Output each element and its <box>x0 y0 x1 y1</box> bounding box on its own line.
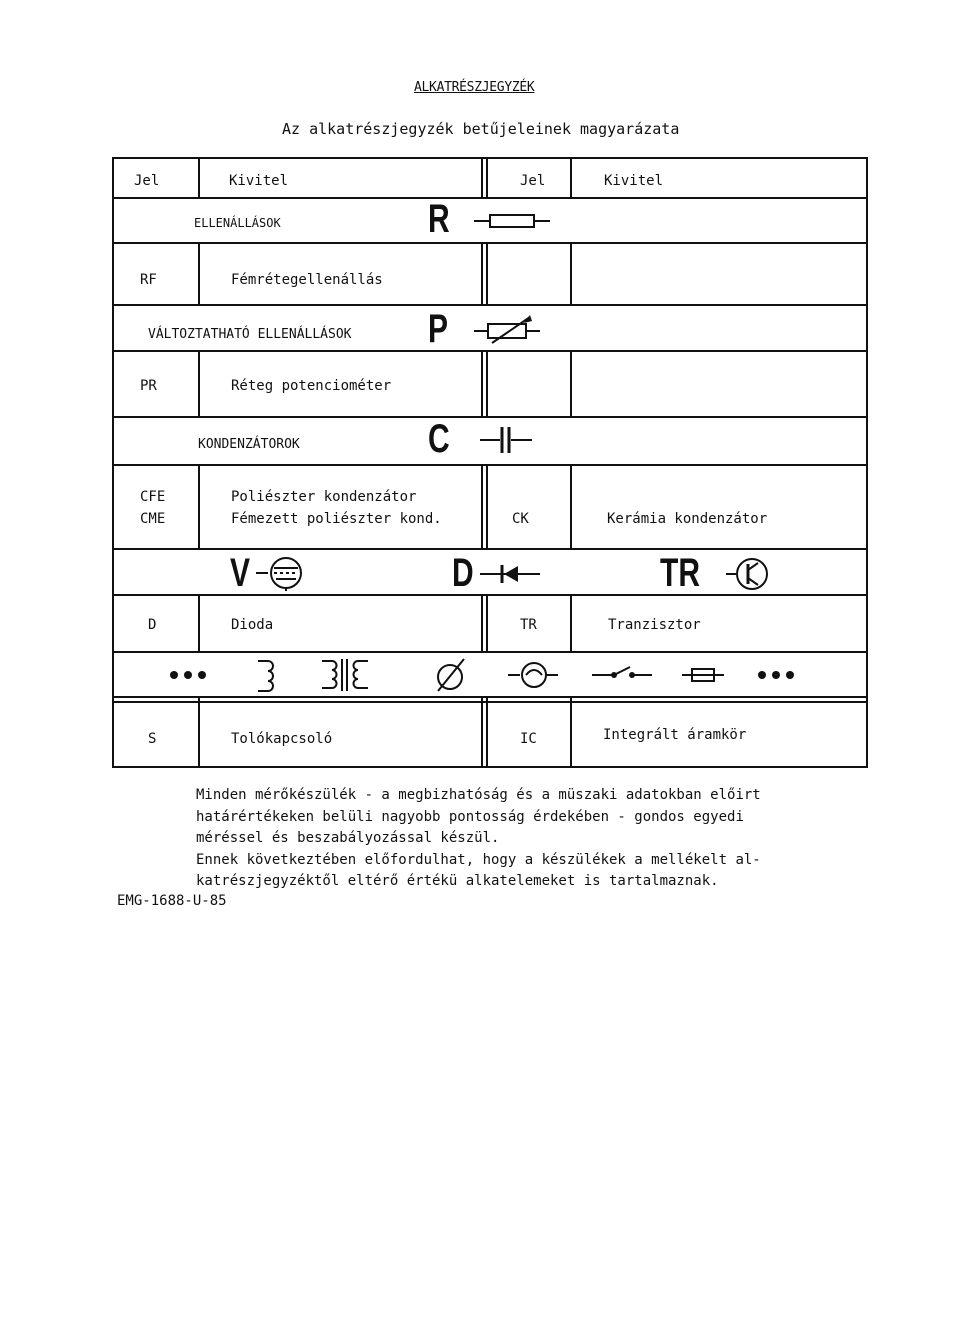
row-ic-jel: IC <box>520 731 537 747</box>
row-pr-kivitel: Réteg potenciométer <box>231 378 392 394</box>
vacuum-tube-symbol-icon <box>252 554 322 592</box>
row-cme-jel: CME <box>140 511 166 527</box>
row-tr-kivitel: Tranzisztor <box>608 617 701 633</box>
section-tube-letter: V <box>230 551 251 595</box>
inductor-symbol-icon <box>258 661 273 691</box>
row-s-jel: S <box>148 731 157 747</box>
notice-line: Ennek következtében előfordulhat, hogy a készülékek a mellékelt al- <box>196 851 761 868</box>
row-s-kivitel: Tolókapcsoló <box>231 731 333 747</box>
section-transistor-letter: TR <box>660 551 700 595</box>
row-ck-kivitel: Kerámia kondenzátor <box>607 511 768 527</box>
row-rf-jel: RF <box>140 272 157 288</box>
notice-paragraph <box>196 785 816 893</box>
row-cfe-jel: CFE <box>140 489 166 505</box>
page-subtitle: Az alkatrészjegyzék betűjeleinek magyarázata <box>282 120 680 138</box>
header-kivitel-right: Kivitel <box>604 173 664 189</box>
notice-line: katrészjegyzéktől eltérő értékü alkatelemeket is tartalmaznak. <box>196 873 719 889</box>
notice-line: Minden mérőkészülék - a megbizhatóság és a müszaki adatokban előirt <box>196 787 761 803</box>
page-title: ALKATRÉSZJEGYZÉK <box>414 80 535 95</box>
row-tr-jel: TR <box>520 617 537 633</box>
misc-symbols-strip <box>164 655 824 695</box>
row-rf-kivitel: Fémrétegellenállás <box>231 272 383 288</box>
header-kivitel: Kivitel <box>229 173 289 189</box>
notice-line: méréssel és beszabályozással készül. <box>196 830 500 846</box>
meter-symbol-icon <box>438 659 464 691</box>
switch-symbol-icon <box>592 667 652 678</box>
potentiometer-symbol-icon <box>472 311 562 345</box>
section-resistors-label: ELLENÁLLÁSOK <box>194 216 281 230</box>
transistor-symbol-icon <box>724 555 774 593</box>
section-variable-letter: P <box>428 307 449 351</box>
transformer-symbol-icon <box>322 659 368 691</box>
section-variable-label: VÁLTOZTATHATÓ ELLENÁLLÁSOK <box>148 327 352 342</box>
fuse-symbol-icon <box>682 669 724 681</box>
header-jel-right: Jel <box>520 173 546 189</box>
header-jel: Jel <box>134 173 160 189</box>
row-d-jel: D <box>148 617 157 633</box>
section-resistors-letter: R <box>428 197 450 241</box>
resistor-symbol-icon <box>472 209 562 233</box>
row-d-kivitel: Dioda <box>231 617 274 633</box>
row-pr-jel: PR <box>140 378 157 394</box>
ellipsis-right-icon <box>758 671 794 679</box>
component-legend-table <box>112 157 868 768</box>
section-capacitors-letter: C <box>428 417 450 461</box>
capacitor-symbol-icon <box>476 423 546 457</box>
row-ck-jel: CK <box>512 511 529 527</box>
section-diode-letter: D <box>452 551 474 595</box>
row-cfe-kivitel: Poliészter kondenzátor <box>231 489 417 505</box>
document-code: EMG-1688-U-85 <box>117 893 227 909</box>
ellipsis-left-icon <box>170 671 206 679</box>
lamp-symbol-icon <box>508 663 558 687</box>
notice-line: határértékeken belüli nagyobb pontosság érdekében - gondos egyedi <box>196 808 744 825</box>
section-capacitors-label: KONDENZÁTOROK <box>198 437 300 452</box>
row-cme-kivitel: Fémezett poliészter kond. <box>231 511 442 527</box>
diode-symbol-icon <box>474 559 554 589</box>
row-ic-kivitel: Integrált áramkör <box>603 727 747 743</box>
